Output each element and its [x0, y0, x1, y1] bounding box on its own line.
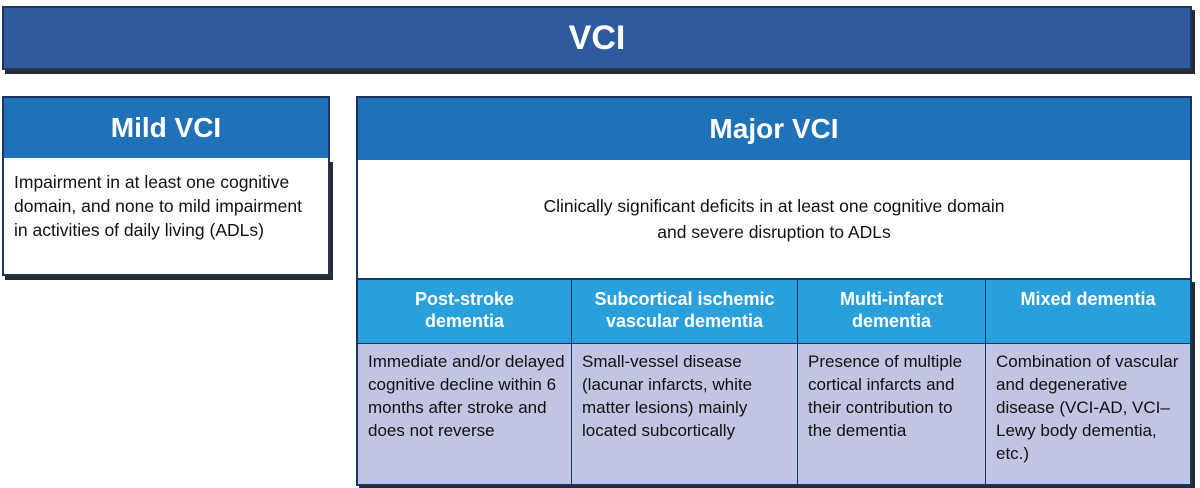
subtype-description-subcortical: Small-vessel disease (lacunar infarcts, white matter lesions) mainly located subcortically	[572, 344, 798, 484]
mild-vci-header	[2, 96, 330, 160]
major-vci-description-line1: Clinically significant deficits in at least one cognitive domain	[543, 196, 1005, 216]
subtype-header-subcortical: Subcortical ischemic vascular dementia	[572, 280, 798, 344]
vci-title-bar	[2, 6, 1192, 70]
subtype-header-mixed: Mixed dementia	[986, 280, 1190, 344]
vci-title: VCI	[568, 18, 626, 57]
mild-vci-description	[2, 158, 330, 276]
mild-vci-title: Mild VCI	[110, 112, 222, 143]
major-vci-title: Major VCI	[709, 113, 839, 144]
major-vci-subtypes	[356, 278, 1192, 486]
major-vci-description	[356, 160, 1192, 278]
subtype-description-multi-infarct: Presence of multiple cortical infarcts and their contribution to the dementia	[798, 344, 986, 484]
mild-vci-description-text: Impairment in at least one cognitive domain, and none to mild impairment in activities of daily living (ADLs)	[14, 172, 302, 240]
major-vci-header	[356, 96, 1192, 162]
subtype-description-post-stroke: Immediate and/or delayed cognitive decline within 6 months after stroke and does not reverse	[358, 344, 572, 484]
subtype-description-mixed: Combination of vascular and degenerative disease (VCI-AD, VCI–Lewy body dementia, etc.)	[986, 344, 1190, 484]
major-vci-description-line2: and severe disruption to ADLs	[657, 222, 891, 242]
subtype-header-multi-infarct: Multi-infarct dementia	[798, 280, 986, 344]
subtype-header-post-stroke: Post-stroke dementia	[358, 280, 572, 344]
